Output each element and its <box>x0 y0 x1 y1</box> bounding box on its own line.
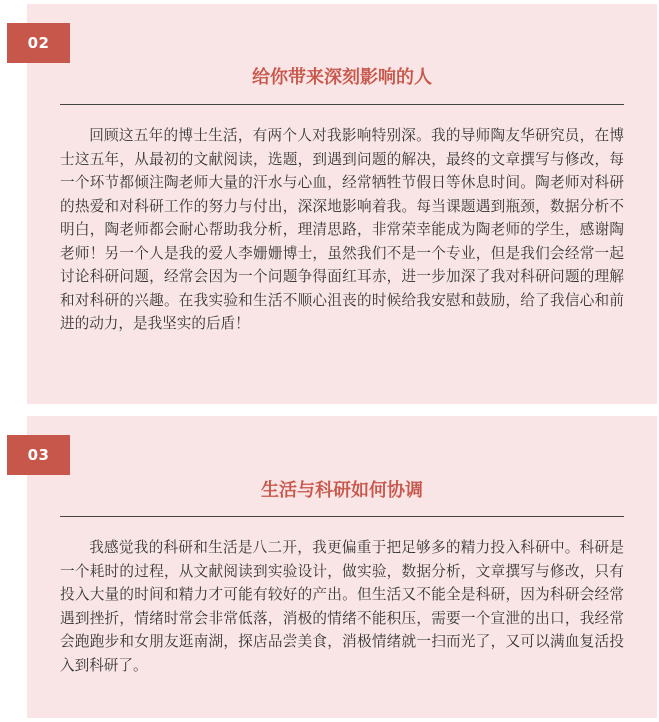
section-body-text: 回顾这五年的博士生活，有两个人对我影响特别深。我的导师陶友华研究员，在博士这五年，从最初的文献阅读，选题，到遇到问题的解决，最终的文章撰写与修改，每一个环节都倾注陶老师大量的汗水与心血，经常牺牲节假日等休息时间。陶老师对科研的热爱和对科研工作的努力与付出，深深地影响着我。每当课题遇到瓶颈，数据分析不明白，陶老师都会耐心帮助我分析，理清思路，非常荣幸能成为陶老师的学生，感谢陶老师！另一个人是我的爱人李姗姗博士，虽然我们不是一个专业，但是我们会经常一起讨论科研问题，经常会因为一个问题争得面红耳赤，进一步加深了我对科研问题的理解和对科研的兴趣。在我实验和生活不顺心沮丧的时候给我安慰和鼓励，给了我信心和前进的动力，是我坚实的后盾！ <box>60 127 624 332</box>
section-body-text: 我感觉我的科研和生活是八二开，我更偏重于把足够多的精力投入科研中。科研是一个耗时的过程，从文献阅读到实验设计，做实验，数据分析，文章撰写与修改，只有投入大量的时间和精力才可能有较好的产出。但生活又不能全是科研，因为科研会经常遇到挫折，情绪时常会非常低落，消极的情绪不能积压，需要一个宣泄的出口，我经常会跑跑步和女朋友逛南湖，探店品尝美食，消极情绪就一扫而光了，又可以满血复活投入到科研了。 <box>60 539 624 674</box>
title-divider <box>60 104 624 105</box>
title-divider <box>60 516 624 517</box>
section-title: 生活与科研如何协调 <box>261 480 423 501</box>
section-title: 给你带来深刻影响的人 <box>252 67 432 88</box>
section-number-badge: 02 <box>7 23 70 63</box>
section-number-badge: 03 <box>7 435 70 475</box>
